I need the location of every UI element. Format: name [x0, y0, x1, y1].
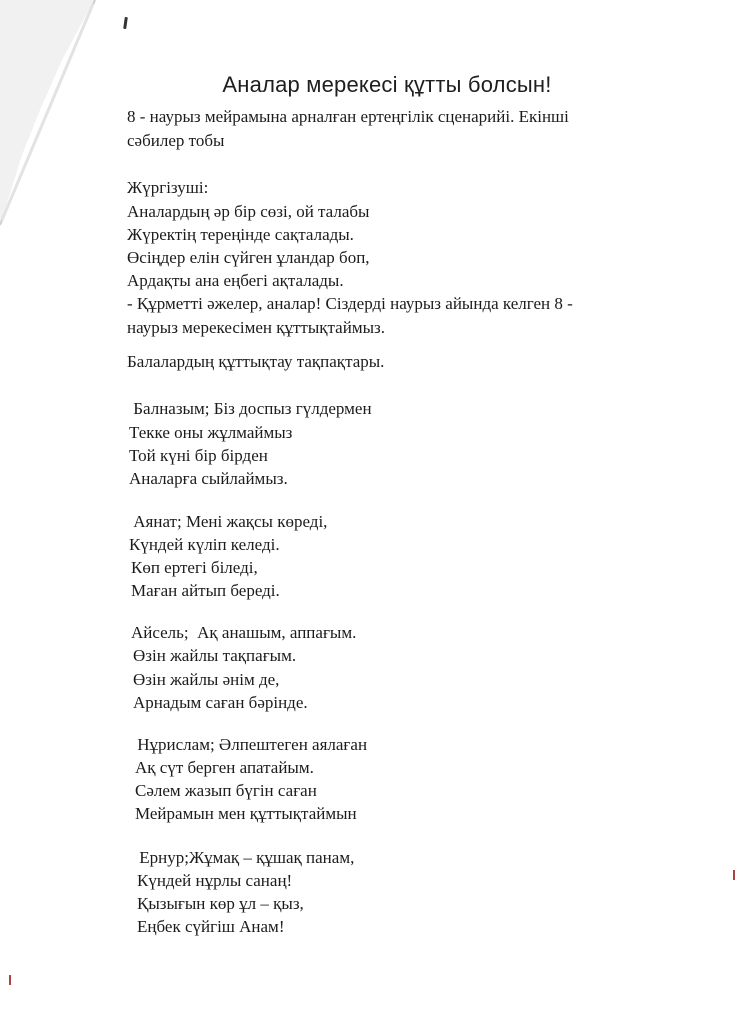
section-heading: Балалардың құттықтау тақпақтары. — [127, 352, 385, 371]
poem-line: Арнадым саған бәрінде. — [133, 693, 308, 712]
poem-line: Той күні бір бірден — [129, 446, 268, 465]
poem-line: Ернур;Жұмақ – құшақ панам, — [135, 848, 355, 867]
poem-line: Күндей нұрлы санаң! — [137, 871, 293, 890]
intro-line: сәбилер тобы — [127, 131, 225, 150]
host-line: Жүректің тереңінде сақталады. — [127, 225, 354, 244]
poem-line: Аянат; Мені жақсы көреді, — [129, 512, 328, 531]
poem-line: Ақ сүт берген апатайым. — [135, 758, 314, 777]
poem-line: Текке оны жұлмаймыз — [129, 423, 293, 442]
poem-line: Маған айтып береді. — [131, 581, 280, 600]
poem-line: Сәлем жазып бүгін саған — [135, 781, 317, 800]
host-line: Аналардың әр бір сөзі, ой талабы — [127, 202, 370, 221]
poem-line: Балназым; Біз доспыз гүлдермен — [129, 399, 372, 418]
poem-line: Еңбек сүйгіш Анам! — [137, 917, 285, 936]
poem-line: Мейрамын мен құттықтаймын — [135, 804, 357, 823]
host-label: Жүргізуші: — [127, 178, 209, 197]
intro-line: 8 - наурыз мейрамына арналған ертеңгілік сценарийі. Екінші — [127, 107, 569, 126]
poem-line: Өзін жайлы тақпағым. — [133, 646, 297, 665]
poem-line: Айсель; Ақ анашым, аппағым. — [131, 623, 357, 642]
host-line: - Құрметті әжелер, аналар! Сіздерді наурыз айында келген 8 - — [127, 294, 573, 313]
host-line: наурыз мерекесімен құттықтаймыз. — [127, 318, 385, 337]
poem-line: Қызығын көр ұл – қыз, — [137, 894, 304, 913]
document-title: Аналар мерекесі құтты болсын! — [222, 72, 552, 97]
poem-line: Көп ертегі біледі, — [131, 558, 258, 577]
pen-mark — [123, 17, 128, 29]
poem-line: Өзін жайлы әнім де, — [133, 670, 280, 689]
host-line: Өсіңдер елін сүйген ұландар боп, — [127, 248, 370, 267]
poem-line: Аналарға сыйлаймыз. — [129, 469, 288, 488]
poem-line: Нұрислам; Әлпештеген аялаған — [133, 735, 368, 754]
poem-line: Күндей күліп келеді. — [129, 535, 280, 554]
host-line: Ардақты ана еңбегі ақталады. — [127, 271, 344, 290]
